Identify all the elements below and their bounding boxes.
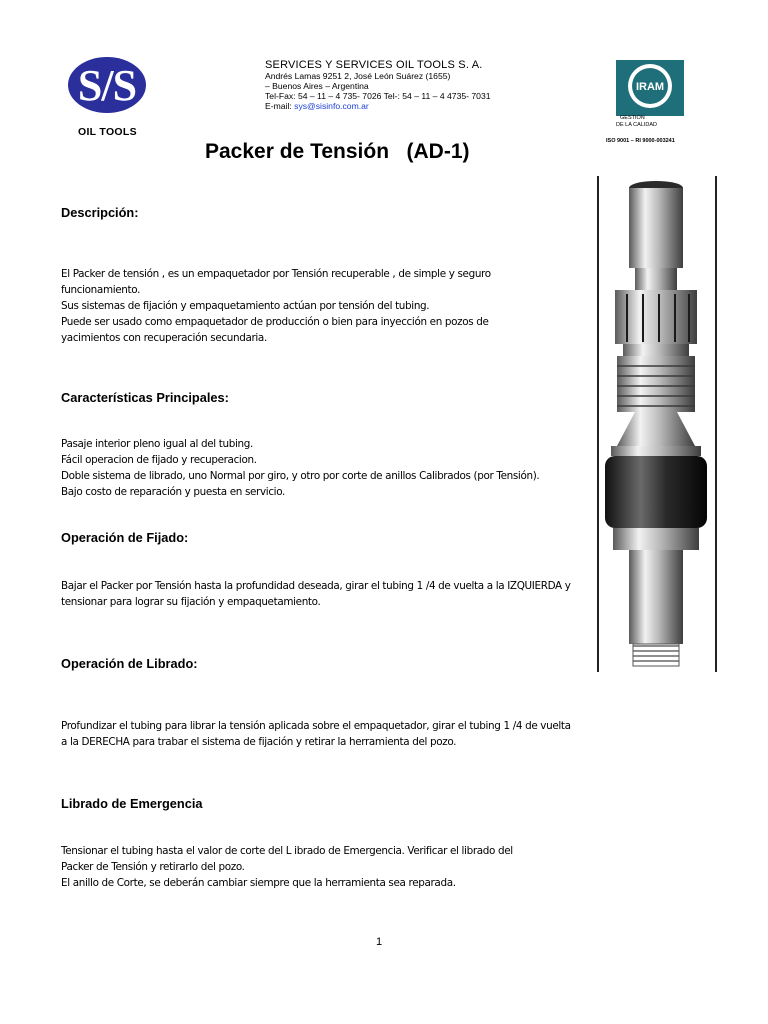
page-number: 1 xyxy=(376,936,383,948)
cert-line-3: ISO 9001 – RI 9000-003241 xyxy=(606,138,675,144)
descripcion-line-1: El Packer de tensión , es un empaquetador por Tensión recuperable , de simple y seguro xyxy=(61,268,491,280)
librado-line-2: a la DERECHA para trabar el sistema de fijación y retirar la herramienta del pozo. xyxy=(61,736,457,748)
company-logo xyxy=(64,56,160,144)
email-label: E-mail: xyxy=(265,101,295,111)
certification-logo xyxy=(606,58,702,150)
section-heading-emergencia: Librado de Emergencia xyxy=(61,796,203,811)
logo-letters: S/S xyxy=(77,61,137,110)
logo-caption: OIL TOOLS xyxy=(78,126,137,138)
section-body-fijado xyxy=(61,578,621,610)
cert-line-2: DE LA CALIDAD xyxy=(616,122,657,128)
section-body-librado xyxy=(61,718,621,750)
company-phone: Tel-Fax: 54 – 11 – 4 735- 7026 Tel-: 54 – 11 – 4 4735- 7031 xyxy=(265,91,491,101)
company-name: SERVICES Y SERVICES OIL TOOLS S. A. xyxy=(265,59,483,71)
descripcion-line-5: yacimientos con recuperación secundaria. xyxy=(61,332,267,344)
descripcion-line-3: Sus sistemas de fijación y empaquetamiento actúan por tensión del tubing. xyxy=(61,300,430,312)
fijado-line-1: Bajar el Packer por Tensión hasta la profundidad deseada, girar el tubing 1 /4 de vuelta a la IZQUIERDA y xyxy=(61,580,571,592)
section-heading-descripcion: Descripción: xyxy=(61,205,139,220)
emergencia-line-1: Tensionar el tubing hasta el valor de corte del L ibrado de Emergencia. Verificar el librado del xyxy=(61,845,513,857)
section-body-emergencia xyxy=(61,843,621,891)
section-heading-librado: Operación de Librado: xyxy=(61,656,198,671)
descripcion-line-4: Puede ser usado como empaquetador de producción o bien para inyección en pozos de xyxy=(61,316,489,328)
company-email xyxy=(265,101,369,111)
section-body-caracteristicas xyxy=(61,436,621,500)
iram-letters: IRAM xyxy=(635,81,665,93)
cert-line-1: GESTION xyxy=(620,115,645,121)
section-heading-fijado: Operación de Fijado: xyxy=(61,530,189,545)
caracteristicas-line-2: Fácil operacion de fijado y recuperacion. xyxy=(61,454,257,466)
company-address: Andrés Lamas 9251 2, José León Suárez (1655) xyxy=(265,71,451,81)
emergencia-line-2: Packer de Tensión y retirarlo del pozo. xyxy=(61,861,245,873)
librado-line-1: Profundizar el tubing para librar la tensión aplicada sobre el empaquetador, girar el tubing 1 /4 de vuelta xyxy=(61,720,571,732)
section-heading-caracteristicas: Características Principales: xyxy=(61,390,229,405)
iram-logo-graphic xyxy=(606,58,702,118)
emergencia-line-3: El anillo de Corte, se deberán cambiar siempre que la herramienta sea reparada. xyxy=(61,877,456,889)
caracteristicas-line-3: Doble sistema de librado, uno Normal por giro, y otro por corte de anillos Calibrados (por Tensión). xyxy=(61,470,540,482)
company-city: – Buenos Aires – Argentina xyxy=(265,81,369,91)
fijado-line-2: tensionar para lograr su fijación y empaquetamiento. xyxy=(61,596,321,608)
descripcion-line-2: funcionamiento. xyxy=(61,284,141,296)
caracteristicas-line-1: Pasaje interior pleno igual al del tubing. xyxy=(61,438,253,450)
email-link[interactable]: sys@sisinfo.com.ar xyxy=(294,101,369,111)
section-body-descripcion xyxy=(61,266,621,346)
page-title: Packer de Tensión (AD-1) xyxy=(205,140,470,163)
caracteristicas-line-4: Bajo costo de reparación y puesta en servicio. xyxy=(61,486,285,498)
